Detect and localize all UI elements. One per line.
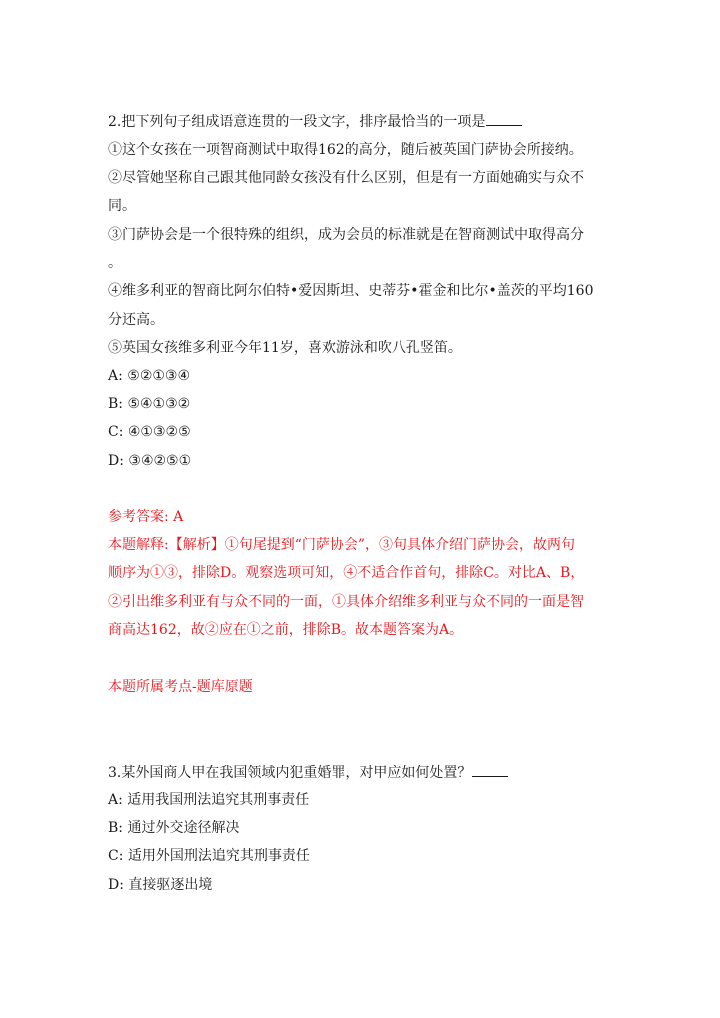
- q3-option-d: D: 直接驱逐出境: [108, 877, 213, 893]
- option-d: D: ③④②⑤①: [108, 453, 192, 469]
- sentence-3-cont: 。: [108, 255, 122, 271]
- explanation-line-1: 本题解释:【解析】①句尾提到“门萨协会”，③句具体介绍门萨协会，故两句: [108, 537, 576, 553]
- explanation-line-2: 顺序为①③，排除D。观察选项可知，④不适合作首句，排除C。对比A、B，: [108, 565, 585, 581]
- answer-blank: [472, 762, 508, 777]
- sentence-4: ④维多利亚的智商比阿尔伯特•爱因斯坦、史蒂芬•霍金和比尔•盖茨的平均160: [108, 283, 594, 299]
- question-3-stem-text: 3.某外国商人甲在我国领域内犯重婚罪，对甲应如何处置？: [108, 765, 472, 781]
- option-c: C: ④①③②⑤: [108, 424, 191, 440]
- sentence-3: ③门萨协会是一个很特殊的组织，成为会员的标准就是在智商测试中取得高分: [108, 227, 584, 243]
- q3-option-c: C: 适用外国刑法追究其刑事责任: [108, 848, 310, 864]
- answer-blank: [486, 111, 522, 126]
- explanation-line-3: ②引出维多利亚有与众不同的一面，①具体介绍维多利亚与众不同的一面是智: [108, 594, 584, 610]
- sentence-2-cont: 同。: [108, 198, 136, 214]
- reference-answer: 参考答案: A: [108, 509, 184, 525]
- question-2-stem: [108, 111, 608, 132]
- question-2-stem-text: 2.把下列句子组成语意连贯的一段文字，排序最恰当的一项是: [108, 114, 486, 130]
- sentence-5: ⑤英国女孩维多利亚今年11岁，喜欢游泳和吹八孔竖笛。: [108, 340, 462, 356]
- sentence-4-cont: 分还高。: [108, 312, 164, 328]
- option-b: B: ⑤④①③②: [108, 396, 191, 412]
- q3-option-b: B: 通过外交途径解决: [108, 820, 240, 836]
- option-a: A: ⑤②①③④: [108, 368, 191, 384]
- q3-option-a: A: 适用我国刑法追究其刑事责任: [108, 792, 310, 808]
- question-3-stem: [108, 762, 608, 783]
- sentence-2: ②尽管她坚称自己跟其他同龄女孩没有什么区别，但是有一方面她确实与众不: [108, 170, 584, 186]
- explanation-line-4: 商高达162，故②应在①之前，排除B。故本题答案为A。: [108, 622, 464, 638]
- exam-point-source: 本题所属考点-题库原题: [108, 679, 253, 695]
- sentence-1: ①这个女孩在一项智商测试中取得162的高分，随后被英国门萨协会所接纳。: [108, 142, 583, 158]
